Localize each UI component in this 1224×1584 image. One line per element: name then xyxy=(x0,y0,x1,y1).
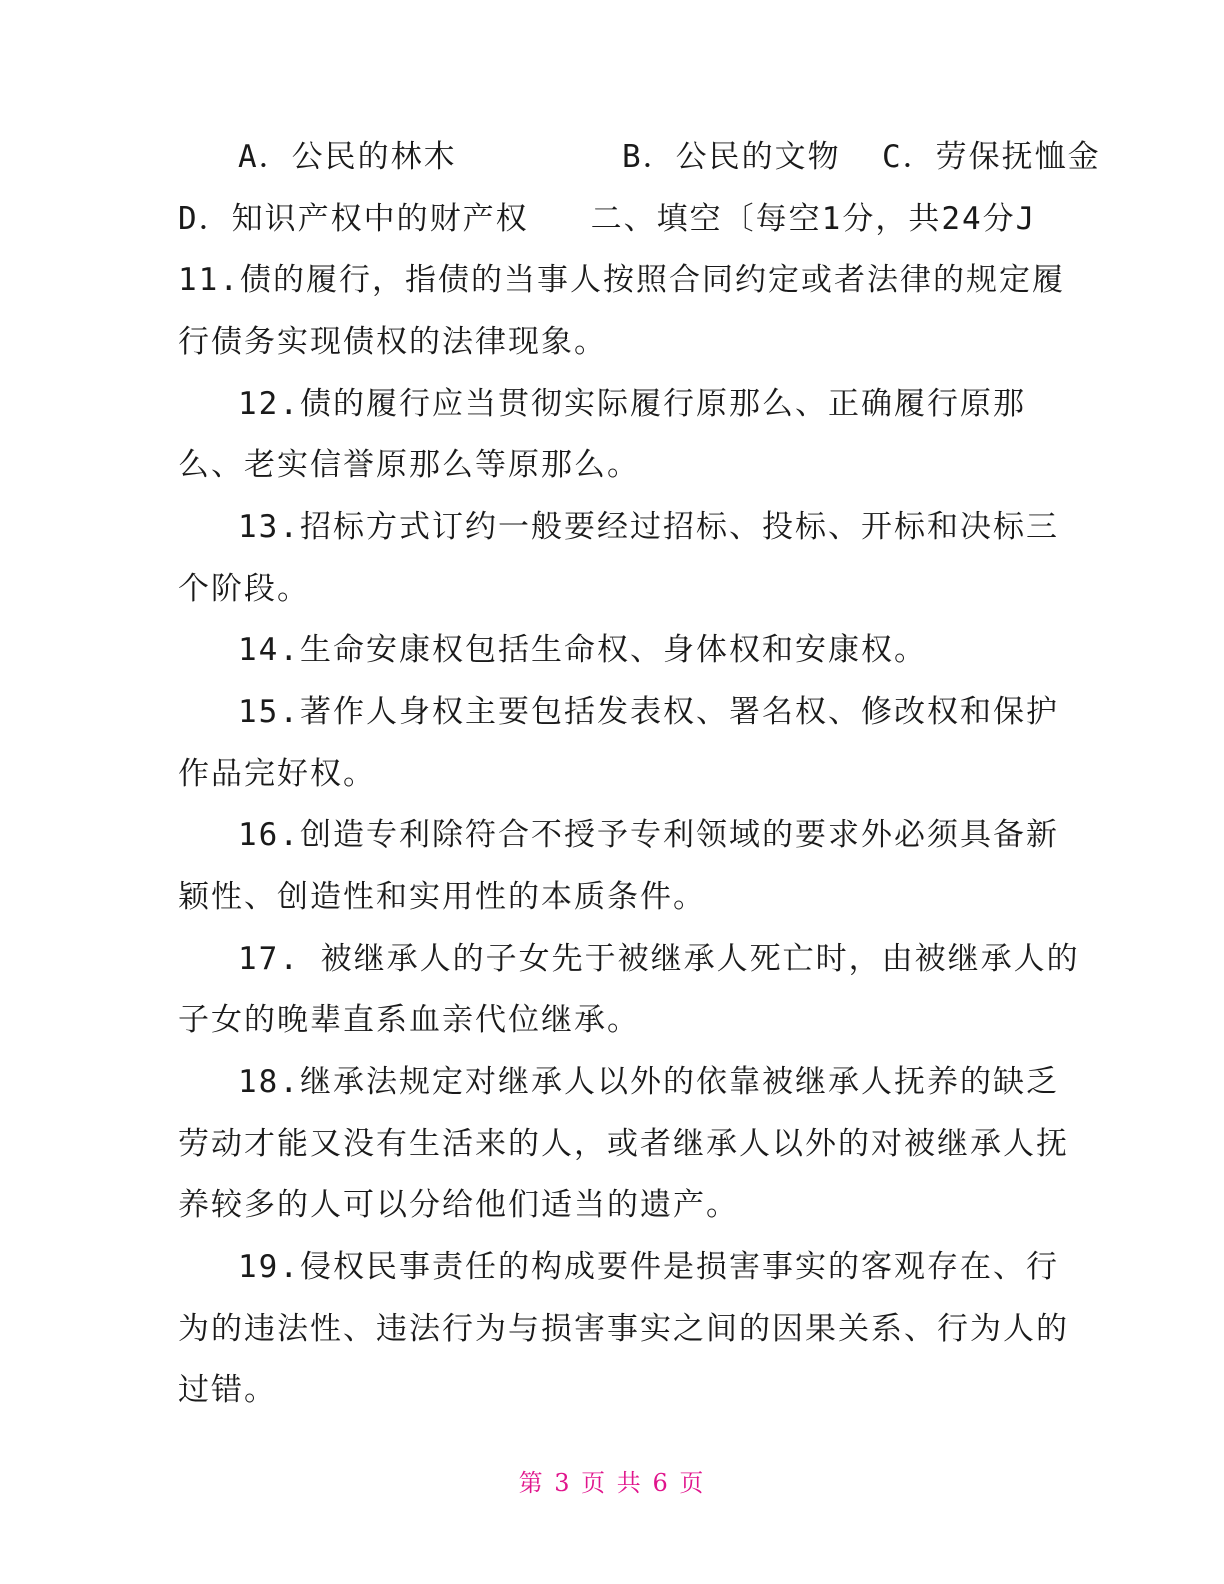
answer-19-line-1: 19.侵权民事责任的构成要件是损害事实的客观存在、行 xyxy=(238,1249,1059,1285)
answer-12-line-2: 么、老实信誉原那么等原那么。 xyxy=(178,447,640,483)
answer-18-line-2: 劳动才能又没有生活来的人，或者继承人以外的对被继承人抚 xyxy=(178,1126,1069,1162)
answer-15-line-2: 作品完好权。 xyxy=(178,756,376,792)
answer-18-line-1: 18.继承法规定对继承人以外的依靠被继承人抚养的缺乏 xyxy=(238,1064,1059,1100)
answer-17-line-1: 17. 被继承人的子女先于被继承人死亡时，由被继承人的 xyxy=(238,941,1080,977)
answer-12-line-1: 12.债的履行应当贯彻实际履行原那么、正确履行原那 xyxy=(238,386,1026,422)
page-number-footer: 第 3 页 共 6 页 xyxy=(518,1469,706,1497)
option-d-and-section-heading: D．知识产权中的财产权 二、填空〔每空1分，共24分J xyxy=(178,201,1037,237)
answer-16-line-2: 颖性、创造性和实用性的本质条件。 xyxy=(178,879,706,915)
answer-13-line-2: 个阶段。 xyxy=(178,571,310,607)
answer-11-line-2: 行债务实现债权的法律现象。 xyxy=(178,324,607,360)
answer-17-line-2: 子女的晚辈直系血亲代位继承。 xyxy=(178,1002,640,1038)
answer-13-line-1: 13.招标方式订约一般要经过招标、投标、开标和决标三 xyxy=(238,509,1059,545)
answer-19-line-3: 过错。 xyxy=(178,1372,277,1408)
option-line-abc: A．公民的林木 B．公民的文物 C．劳保抚恤金 xyxy=(238,139,1101,175)
answer-15-line-1: 15.著作人身权主要包括发表权、署名权、修改权和保护 xyxy=(238,694,1059,730)
answer-11-line-1: 11.债的履行，指债的当事人按照合同约定或者法律的规定履 xyxy=(178,262,1065,298)
answer-18-line-3: 养较多的人可以分给他们适当的遗产。 xyxy=(178,1187,739,1223)
answer-14-line-1: 14.生命安康权包括生命权、身体权和安康权。 xyxy=(238,632,927,668)
answer-19-line-2: 为的违法性、违法行为与损害事实之间的因果关系、行为人的 xyxy=(178,1311,1069,1347)
answer-16-line-1: 16.创造专利除符合不授予专利领域的要求外必须具备新 xyxy=(238,817,1059,853)
